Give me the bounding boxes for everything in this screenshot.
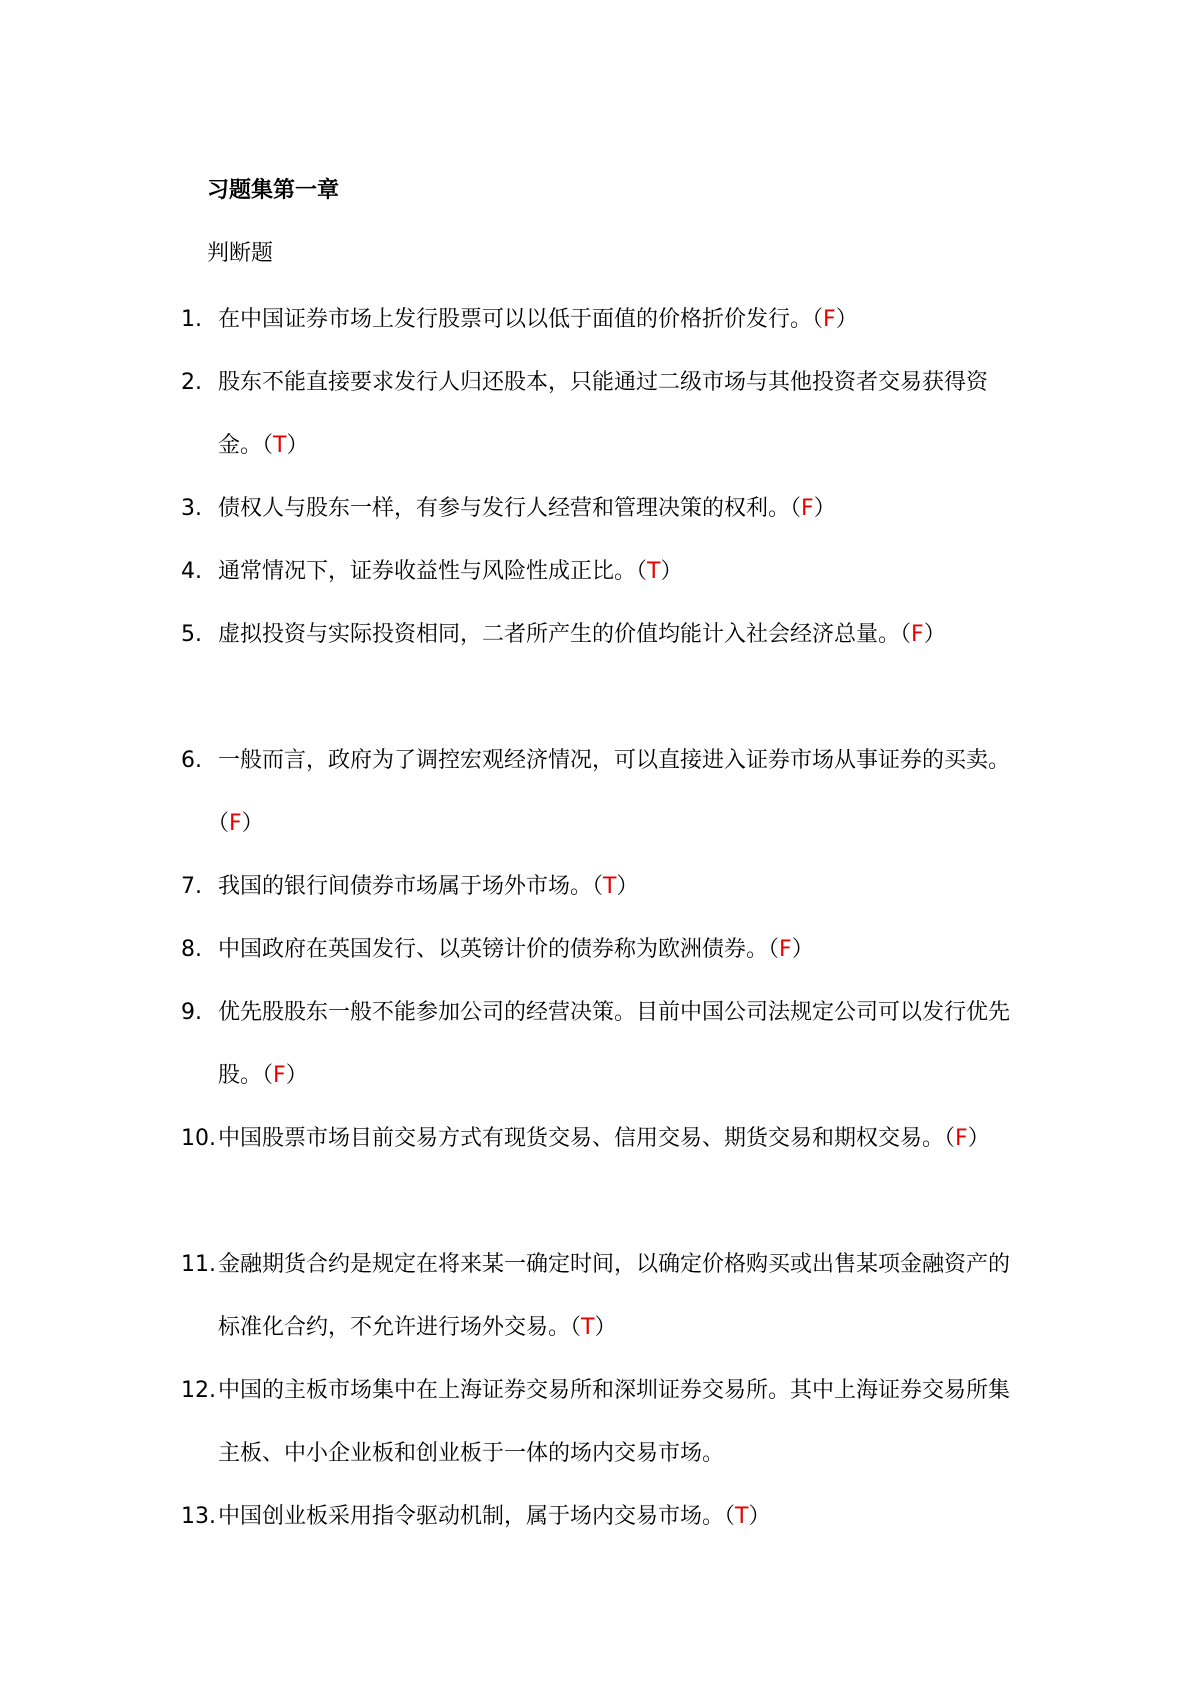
page-title: 习题集第一章 — [207, 178, 340, 203]
list-item — [181, 1107, 1031, 1170]
answer-mark: （T） — [724, 1504, 771, 1529]
item-text: 虚拟投资与实际投资相同，二者所产生的价值均能计入社会经济总量。（F） — [218, 622, 946, 647]
item-number: 4. — [181, 559, 202, 584]
list-item — [181, 855, 1031, 918]
item-number: 11. — [181, 1252, 216, 1277]
item-number: 8. — [181, 937, 202, 962]
answer-mark: （T） — [570, 1315, 617, 1340]
item-number: 13. — [181, 1504, 216, 1529]
item-text: 一般而言，政府为了调控宏观经济情况，可以直接进入证券市场从事证券的买卖。（F） — [218, 748, 1011, 836]
section-heading: 判断题 — [207, 241, 274, 266]
item-number: 12. — [181, 1378, 216, 1403]
item-number: 1. — [181, 307, 202, 332]
list-item — [181, 288, 1031, 351]
list-item — [181, 351, 1031, 477]
item-number: 2. — [181, 370, 202, 395]
item-text: 金融期货合约是规定在将来某一确定时间，以确定价格购买或出售某项金融资产的标准化合约，不允许进行场外交易。（T） — [218, 1252, 1011, 1340]
list-item — [181, 540, 1031, 603]
list-item — [181, 1485, 1031, 1548]
list-item — [181, 1359, 1031, 1485]
item-text: 通常情况下，证券收益性与风险性成正比。（T） — [218, 559, 683, 584]
item-number: 10. — [181, 1126, 216, 1151]
list-item — [181, 1233, 1031, 1359]
item-number: 3. — [181, 496, 202, 521]
answer-mark: （F） — [944, 1126, 990, 1151]
list-item — [181, 477, 1031, 540]
item-text: 中国的主板市场集中在上海证券交易所和深圳证券交易所。其中上海证券交易所集主板、中小企业板和创业板于一体的场内交易市场。 — [218, 1378, 1011, 1466]
answer-mark: （T） — [592, 874, 639, 899]
list-item — [181, 981, 1031, 1107]
item-number: 9. — [181, 1000, 202, 1025]
item-text: 我国的银行间债券市场属于场外市场。（T） — [218, 874, 639, 899]
item-number: 5. — [181, 622, 202, 647]
item-text: 中国股票市场目前交易方式有现货交易、信用交易、期货交易和期权交易。（F） — [218, 1126, 990, 1151]
item-number: 7. — [181, 874, 202, 899]
item-text: 优先股股东一般不能参加公司的经营决策。目前中国公司法规定公司可以发行优先股。（F） — [218, 1000, 1011, 1088]
answer-mark: （F） — [900, 622, 946, 647]
answer-mark: （F） — [218, 811, 264, 836]
item-number: 6. — [181, 748, 202, 773]
item-text: 中国政府在英国发行、以英镑计价的债券称为欧洲债券。（F） — [218, 937, 814, 962]
answer-mark: （T） — [636, 559, 683, 584]
item-text: 中国创业板采用指令驱动机制，属于场内交易市场。（T） — [218, 1504, 771, 1529]
item-text: 债权人与股东一样，有参与发行人经营和管理决策的权利。（F） — [218, 496, 836, 521]
answer-mark: （T） — [262, 433, 309, 458]
item-text: 股东不能直接要求发行人归还股本，只能通过二级市场与其他投资者交易获得资金。（T） — [218, 370, 989, 458]
answer-mark: （F） — [790, 496, 836, 521]
list-item — [181, 729, 1031, 855]
item-text: 在中国证券市场上发行股票可以以低于面值的价格折价发行。（F） — [218, 307, 858, 332]
list-item — [181, 918, 1031, 981]
list-item — [181, 603, 1031, 666]
answer-mark: （F） — [262, 1063, 308, 1088]
answer-mark: （F） — [768, 937, 814, 962]
answer-mark: （F） — [812, 307, 858, 332]
